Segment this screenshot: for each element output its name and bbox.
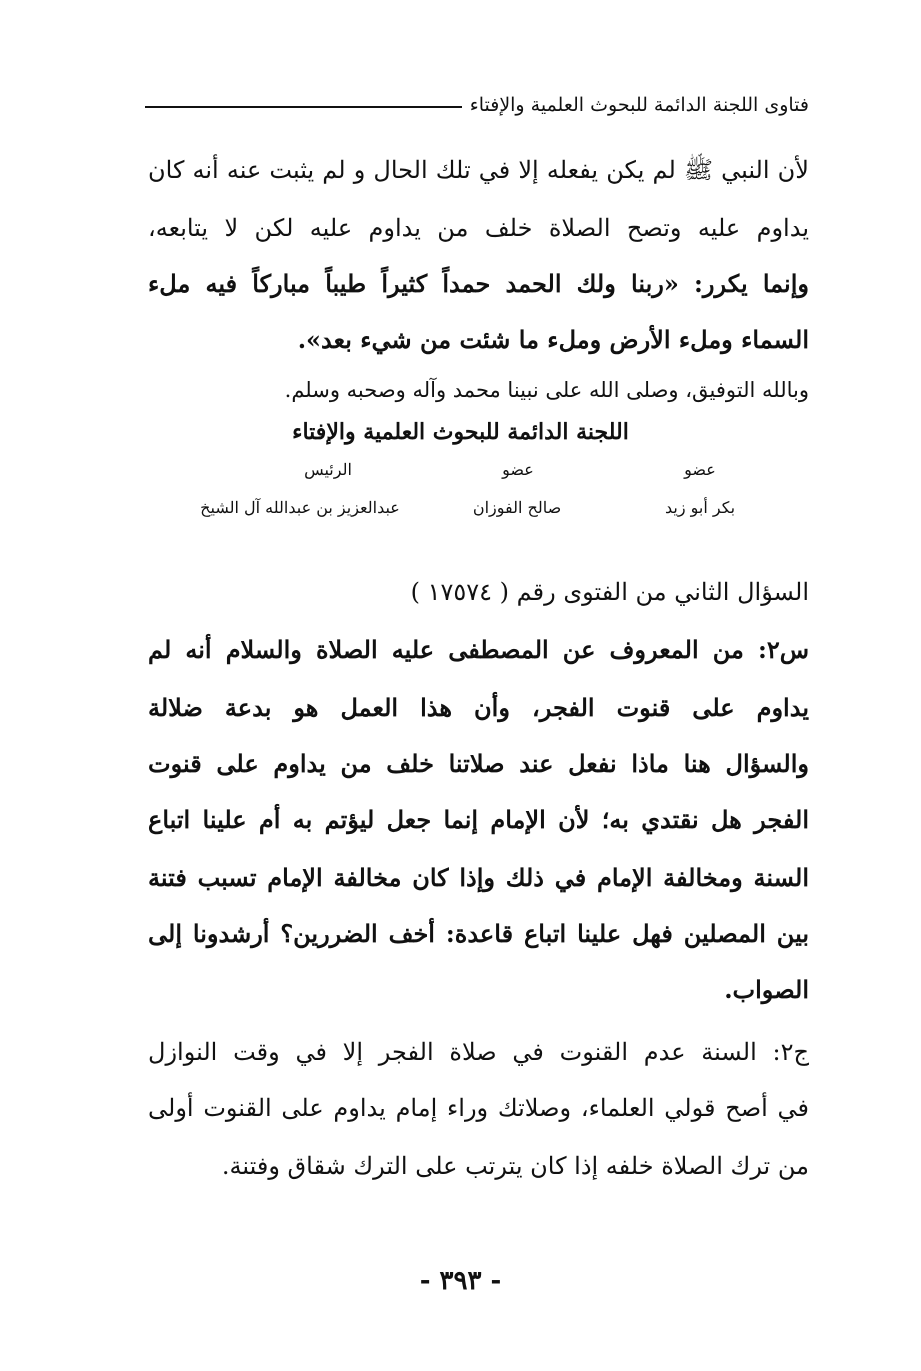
question-line: الصواب. <box>724 975 809 1004</box>
answer-line: ج٢: السنة عدم القنوت في صلاة الفجر إلا في وقت النوازل <box>148 1038 810 1066</box>
signatory-name: بكر أبو زيد <box>664 498 736 517</box>
running-header <box>145 88 809 122</box>
question-line: والسؤال هنا ماذا نفعل عند صلاتنا خلف من يداوم على قنوت <box>148 749 809 778</box>
para1-line: يداوم عليه وتصح الصلاة خلف من يداوم عليه لكن لا يتابعه، <box>148 214 809 242</box>
signatory-role: عضو <box>684 460 716 479</box>
question-line: السنة ومخالفة الإمام في ذلك وإذا كان مخالفة الإمام تسبب فتنة <box>148 863 809 892</box>
signatory-name: عبدالعزيز بن عبدالله آل الشيخ <box>200 498 400 517</box>
para1-line: لأن النبي ﷺ لم يكن يفعله إلا في تلك الحال و لم يثبت عنه أنه كان <box>148 156 809 184</box>
signatory-role: عضو <box>502 460 534 479</box>
question-line: س٢: من المعروف عن المصطفى عليه الصلاة والسلام أنه لم <box>148 635 810 664</box>
answer-line: في أصح قولي العلماء، وصلاتك وراء إمام يداوم على القنوت أولى <box>148 1094 809 1122</box>
para1-line: السماء وملء الأرض وملء ما شئت من شيء بعد». <box>297 325 809 354</box>
question-heading: السؤال الثاني من الفتوى رقم ( ١٧٥٧٤ ) <box>410 578 809 606</box>
question-line: الفجر هل نقتدي به؛ لأن الإمام إنما جعل ليؤتم به أم علينا اتباع <box>148 805 809 834</box>
question-line: يداوم على قنوت الفجر، وأن هذا العمل هو بدعة ضلالة <box>148 693 809 722</box>
page-number: - ٣٩٣ - <box>419 1266 502 1296</box>
signatory-name: صالح الفوزان <box>472 498 562 517</box>
signatory-role: الرئيس <box>304 460 352 479</box>
header-title: فتاوى اللجنة الدائمة للبحوث العلمية والإفتاء <box>469 94 809 116</box>
committee-title: اللجنة الدائمة للبحوث العلمية والإفتاء <box>292 419 629 445</box>
header-rule <box>145 106 462 108</box>
para1-line: وإنما يكرر: «ربنا ولك الحمد حمداً كثيراً طيباً مباركاً فيه ملء <box>148 269 809 298</box>
closing-line: وبالله التوفيق، وصلى الله على نبينا محمد وآله وصحبه وسلم. <box>284 378 809 402</box>
answer-line: من ترك الصلاة خلفه إذا كان يترتب على الترك شقاق وفتنة. <box>221 1152 809 1180</box>
question-line: بين المصلين فهل علينا اتباع قاعدة: أخف الضررين؟ أرشدونا إلى <box>148 919 809 948</box>
